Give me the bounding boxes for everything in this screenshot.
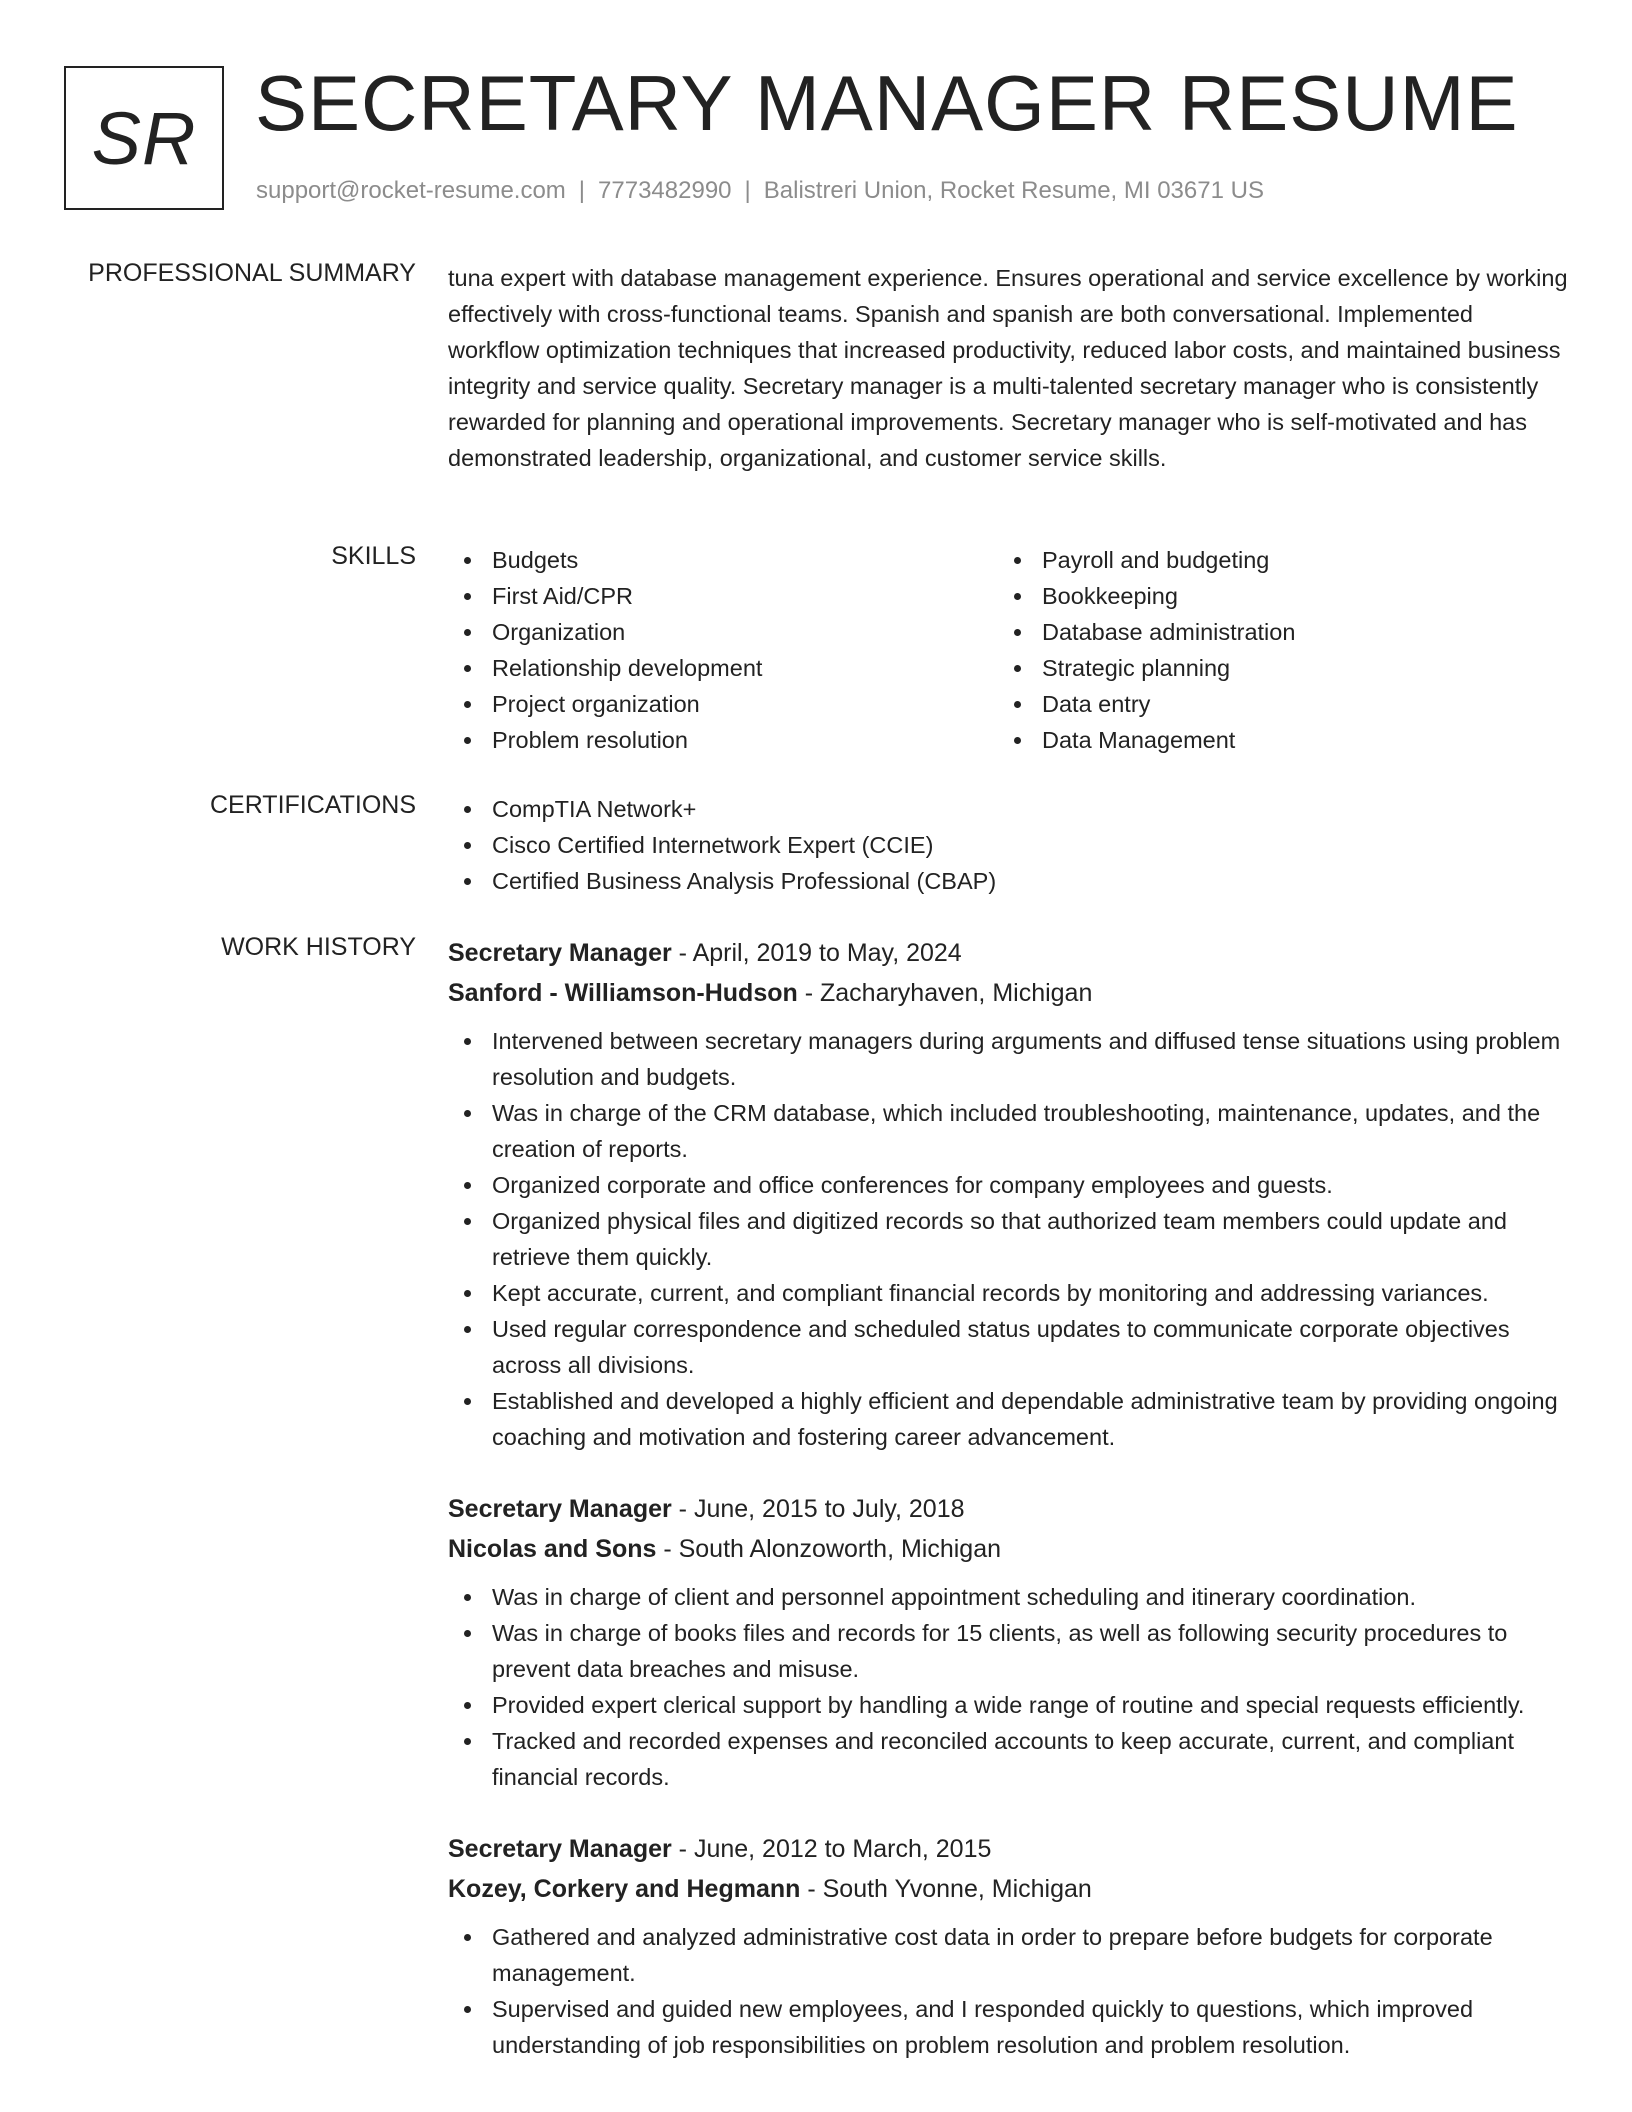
resume-title: SECRETARY MANAGER RESUME bbox=[255, 59, 1519, 147]
summary-text: tuna expert with database management experience. Ensures operational and service excellence by working effectively with cross-functional teams. Spanish and spanish are both conversational. Implemented workflow optimization techniques that increased productivity, reduced labor costs, and maintained business integrity and service quality. Secretary manager is a multi-talented secretary manager who is consistently rewarded for planning and operational improvements. Secretary manager who is self-motivated and has demonstrated leadership, organizational, and customer service skills. bbox=[448, 265, 1568, 471]
skill-item: Relationship development bbox=[448, 650, 998, 686]
job-entry bbox=[448, 1829, 1570, 2063]
job-bullet-list bbox=[448, 1919, 1570, 2063]
contact-line bbox=[256, 177, 1264, 205]
job-company-line bbox=[448, 1869, 1570, 1909]
job-entry bbox=[448, 933, 1570, 1455]
skills-columns bbox=[448, 542, 1570, 758]
contact-email: support@rocket-resume.com bbox=[256, 177, 566, 204]
skill-item: Project organization bbox=[448, 686, 998, 722]
section-label-skills: SKILLS bbox=[331, 542, 416, 570]
skill-item: First Aid/CPR bbox=[448, 578, 998, 614]
skill-item: Database administration bbox=[998, 614, 1548, 650]
job-bullet: Used regular correspondence and scheduled status updates to communicate corporate objectives across all divisions. bbox=[448, 1311, 1570, 1383]
certification-item: Certified Business Analysis Professional (CBAP) bbox=[448, 863, 1570, 899]
job-title-line bbox=[448, 1489, 1570, 1529]
job-bullet: Established and developed a highly efficient and dependable administrative team by providing ongoing coaching and motivation and fostering career advancement. bbox=[448, 1383, 1570, 1455]
skill-item: Problem resolution bbox=[448, 722, 998, 758]
contact-address: Balistreri Union, Rocket Resume, MI 03671 US bbox=[763, 177, 1264, 204]
job-company: Kozey, Corkery and Hegmann bbox=[448, 1875, 801, 1903]
skills-list-right bbox=[998, 542, 1548, 758]
job-bullet: Organized corporate and office conferences for company employees and guests. bbox=[448, 1167, 1570, 1203]
job-dates: - April, 2019 to May, 2024 bbox=[671, 939, 962, 967]
skill-item: Data entry bbox=[998, 686, 1548, 722]
job-title-line bbox=[448, 1829, 1570, 1869]
certification-item: CompTIA Network+ bbox=[448, 791, 1570, 827]
job-bullet: Was in charge of the CRM database, which included troubleshooting, maintenance, updates, and the creation of reports. bbox=[448, 1095, 1570, 1167]
job-bullet: Organized physical files and digitized records so that authorized team members could update and retrieve them quickly. bbox=[448, 1203, 1570, 1275]
skill-item: Payroll and budgeting bbox=[998, 542, 1548, 578]
job-bullet: Was in charge of client and personnel appointment scheduling and itinerary coordination. bbox=[448, 1579, 1570, 1615]
contact-separator: | bbox=[744, 177, 751, 204]
skill-item: Organization bbox=[448, 614, 998, 650]
job-title-line bbox=[448, 933, 1570, 973]
job-bullet-list bbox=[448, 1579, 1570, 1795]
contact-separator: | bbox=[578, 177, 586, 204]
skill-item: Budgets bbox=[448, 542, 998, 578]
section-label-summary: PROFESSIONAL SUMMARY bbox=[88, 259, 416, 287]
skills-list-left bbox=[448, 542, 998, 758]
job-company-line bbox=[448, 1529, 1570, 1569]
job-bullet: Intervened between secretary managers during arguments and diffused tense situations using problem resolution and budgets. bbox=[448, 1023, 1570, 1095]
job-location: - Zacharyhaven, Michigan bbox=[797, 979, 1093, 1007]
monogram-logo: SR bbox=[64, 66, 224, 210]
job-title: Secretary Manager bbox=[448, 1835, 672, 1863]
skill-item: Bookkeeping bbox=[998, 578, 1548, 614]
contact-phone: 7773482990 bbox=[598, 177, 732, 204]
job-bullet: Was in charge of books files and records for 15 clients, as well as following security procedures to prevent data breaches and misuse. bbox=[448, 1615, 1570, 1687]
job-title: Secretary Manager bbox=[448, 1495, 672, 1523]
job-bullet: Tracked and recorded expenses and reconciled accounts to keep accurate, current, and compliant financial records. bbox=[448, 1723, 1570, 1795]
section-label-certifications: CERTIFICATIONS bbox=[209, 791, 416, 819]
skill-item: Strategic planning bbox=[998, 650, 1548, 686]
job-bullet-list bbox=[448, 1023, 1570, 1455]
job-entry bbox=[448, 1489, 1570, 1795]
job-bullet: Supervised and guided new employees, and I responded quickly to questions, which improved understanding of job responsibilities on problem resolution and problem resolution. bbox=[448, 1991, 1570, 2063]
job-bullet: Provided expert clerical support by handling a wide range of routine and special requests efficiently. bbox=[448, 1687, 1570, 1723]
job-dates: - June, 2015 to July, 2018 bbox=[671, 1495, 965, 1523]
job-bullet: Gathered and analyzed administrative cost data in order to prepare before budgets for corporate management. bbox=[448, 1919, 1570, 1991]
certifications-list bbox=[448, 791, 1570, 899]
job-location: - South Alonzoworth, Michigan bbox=[656, 1535, 1002, 1563]
certifications-body bbox=[448, 791, 1570, 899]
job-company: Nicolas and Sons bbox=[448, 1535, 657, 1563]
section-label-work-history: WORK HISTORY bbox=[221, 933, 416, 961]
job-company: Sanford - Williamson-Hudson bbox=[448, 979, 798, 1007]
job-company-line bbox=[448, 973, 1570, 1013]
job-location: - South Yvonne, Michigan bbox=[800, 1875, 1092, 1903]
job-title: Secretary Manager bbox=[448, 939, 672, 967]
certification-item: Cisco Certified Internetwork Expert (CCIE) bbox=[448, 827, 1570, 863]
job-dates: - June, 2012 to March, 2015 bbox=[671, 1835, 992, 1863]
work-history-body bbox=[448, 933, 1570, 2097]
skill-item: Data Management bbox=[998, 722, 1548, 758]
job-bullet: Kept accurate, current, and compliant financial records by monitoring and addressing variances. bbox=[448, 1275, 1570, 1311]
